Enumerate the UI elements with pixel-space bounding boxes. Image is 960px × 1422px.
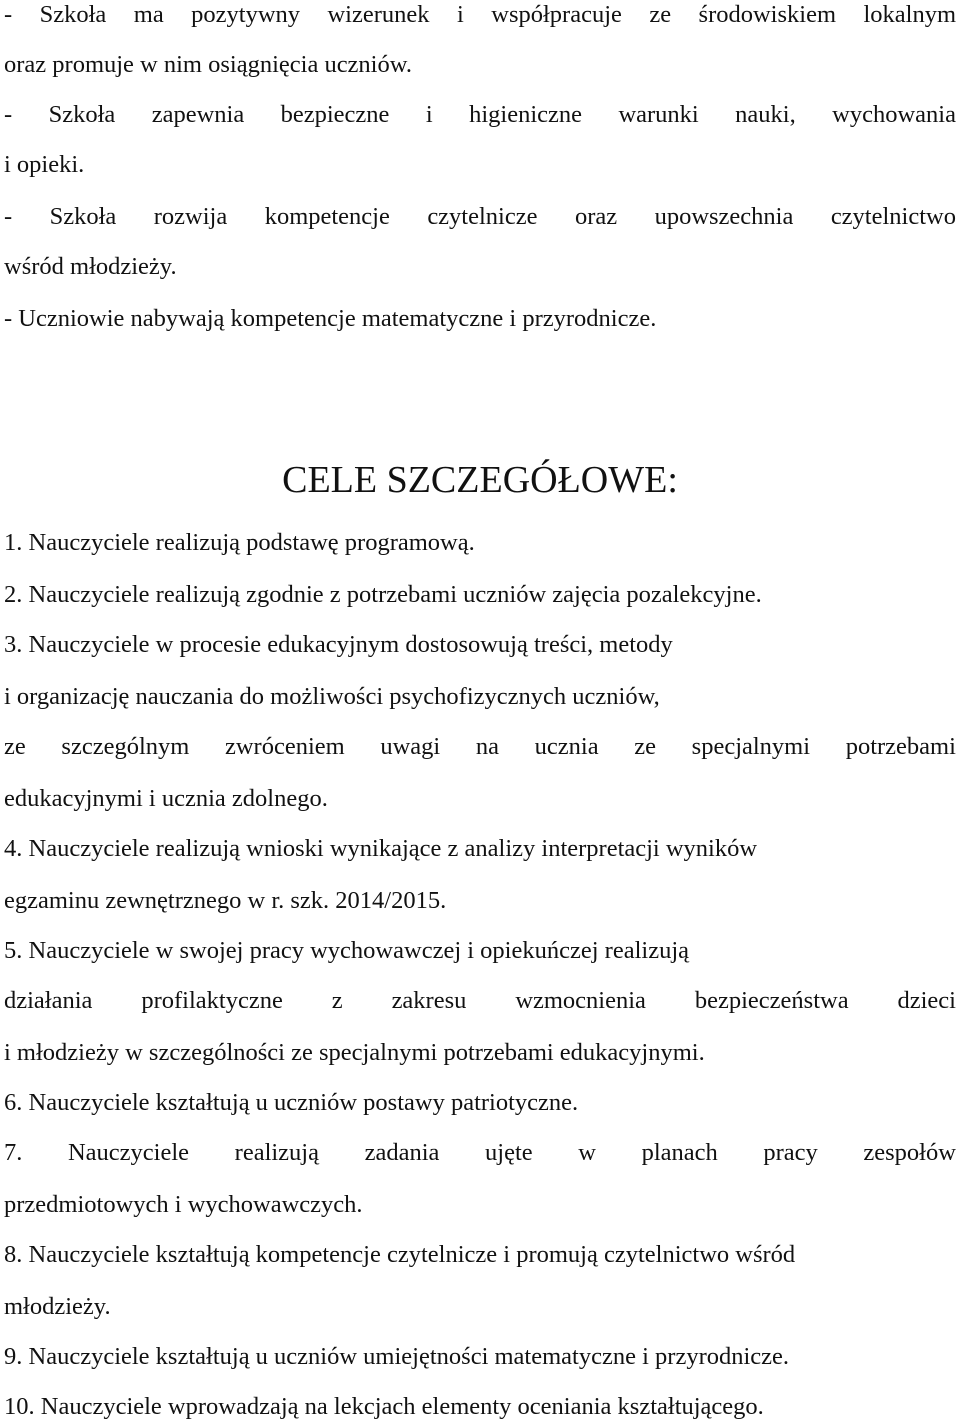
- intro-line-2: oraz promuje w nim osiągnięcia uczniów.: [4, 51, 412, 78]
- goal-8-line-2: młodzieży.: [4, 1293, 111, 1320]
- goal-3-line-3: ze szczególnym zwróceniem uwagi na ucznia ze specjalnymi potrzebami: [4, 733, 956, 760]
- goal-7-line-1: 7. Nauczyciele realizują zadania ujęte w planach pracy zespołów: [4, 1139, 956, 1166]
- goal-3-line-4: edukacyjnymi i ucznia zdolnego.: [4, 785, 328, 812]
- goal-4-line-1: 4. Nauczyciele realizują wnioski wynikające z analizy interpretacji wyników: [4, 835, 758, 862]
- goal-4-line-2: egzaminu zewnętrznego w r. szk. 2014/2015.: [4, 887, 447, 914]
- goal-3-line-1: 3. Nauczyciele w procesie edukacyjnym dostosowują treści, metody: [4, 631, 673, 658]
- goal-3-line-2: i organizację nauczania do możliwości psychofizycznych uczniów,: [4, 683, 660, 710]
- goal-9: 9. Nauczyciele kształtują u uczniów umiejętności matematyczne i przyrodnicze.: [4, 1343, 790, 1370]
- goal-5-line-3: i młodzieży w szczególności ze specjalnymi potrzebami edukacyjnymi.: [4, 1039, 705, 1066]
- intro-line-3: - Szkoła zapewnia bezpieczne i higieniczne warunki nauki, wychowania: [4, 101, 956, 128]
- section-heading: CELE SZCZEGÓŁOWE:: [282, 459, 678, 501]
- goal-5-line-2: działania profilaktyczne z zakresu wzmocnienia bezpieczeństwa dzieci: [4, 987, 956, 1014]
- goal-8-line-1: 8. Nauczyciele kształtują kompetencje czytelnicze i promują czytelnictwo wśród: [4, 1241, 796, 1268]
- goal-6: 6. Nauczyciele kształtują u uczniów postawy patriotyczne.: [4, 1089, 579, 1116]
- intro-line-4: i opieki.: [4, 151, 85, 178]
- intro-line-5: - Szkoła rozwija kompetencje czytelnicze oraz upowszechnia czytelnictwo: [4, 203, 956, 230]
- intro-line-1: - Szkoła ma pozytywny wizerunek i współpracuje ze środowiskiem lokalnym: [4, 1, 956, 28]
- goal-1: 1. Nauczyciele realizują podstawę programową.: [4, 529, 475, 556]
- goal-2: 2. Nauczyciele realizują zgodnie z potrzebami uczniów zajęcia pozalekcyjne.: [4, 581, 762, 608]
- intro-line-7: - Uczniowie nabywają kompetencje matematyczne i przyrodnicze.: [4, 305, 657, 332]
- goal-7-line-2: przedmiotowych i wychowawczych.: [4, 1191, 363, 1218]
- intro-line-6: wśród młodzieży.: [4, 253, 177, 280]
- goal-10: 10. Nauczyciele wprowadzają na lekcjach elementy oceniania kształtującego.: [4, 1393, 764, 1420]
- goal-5-line-1: 5. Nauczyciele w swojej pracy wychowawczej i opiekuńczej realizują: [4, 937, 689, 964]
